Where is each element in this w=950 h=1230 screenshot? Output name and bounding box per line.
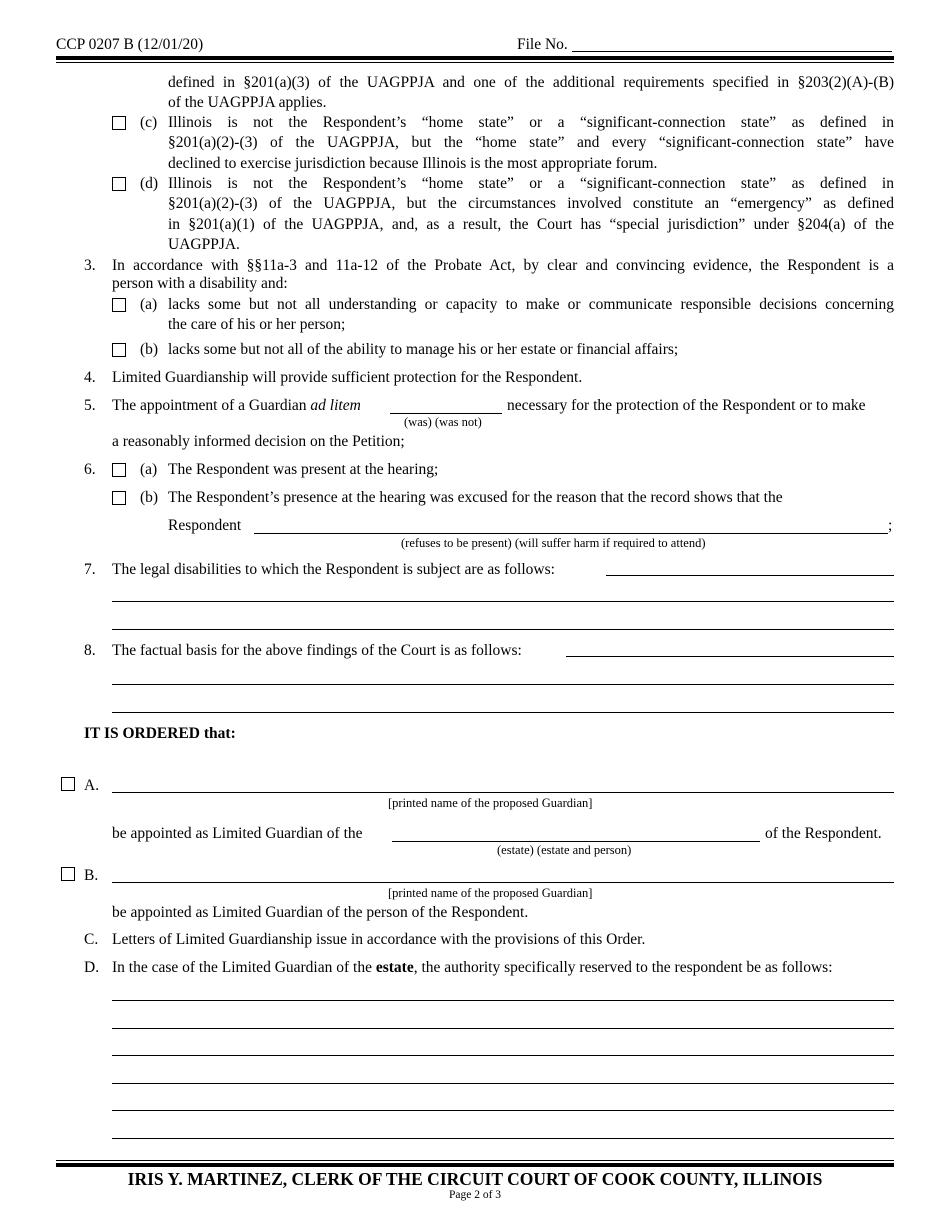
item3-line2: person with a disability and: [112, 275, 288, 292]
order-d-pre: In the case of the Limited Guardian of the [112, 959, 376, 976]
ordered-heading: IT IS ORDERED that: [84, 725, 236, 742]
disabilities-field-1[interactable] [606, 575, 894, 576]
continuation-line1: defined in §201(a)(3) of the UAGPPJA and one of the additional requirements specified in §203(2)(A)-(B) [168, 74, 894, 91]
item-d-line2: §201(a)(2)-(3) of the UAGPPJA, but the circumstances involved constitute an “emergency” as defined [168, 195, 894, 212]
factual-basis-field-1[interactable] [566, 656, 894, 657]
checkbox-item6-b[interactable] [112, 491, 126, 505]
factual-basis-field-2[interactable] [112, 684, 894, 685]
reserved-authority-field-4[interactable] [112, 1083, 894, 1084]
item6-b-text: The Respondent’s presence at the hearing was excused for the reason that the record shows that the [168, 489, 783, 506]
absence-reason-caption: (refuses to be present) (will suffer harm if required to attend) [401, 536, 706, 550]
reserved-authority-field-5[interactable] [112, 1110, 894, 1111]
item-c-line2: §201(a)(2)-(3) of the UAGPPJA, but the “home state” and every “significant-connection state” have [168, 134, 894, 151]
was-wasnot-caption: (was) (was not) [404, 415, 482, 429]
item4-text: Limited Guardianship will provide sufficient protection for the Respondent. [112, 369, 583, 386]
disabilities-field-3[interactable] [112, 629, 894, 630]
item5-post: necessary for the protection of the Respondent or to make [507, 397, 866, 414]
footer-thin-rule [56, 1160, 894, 1161]
order-c-text: Letters of Limited Guardianship issue in accordance with the provisions of this Order. [112, 931, 646, 948]
footer-thick-rule [56, 1163, 894, 1167]
footer-clerk: IRIS Y. MARTINEZ, CLERK OF THE CIRCUIT COURT OF COOK COUNTY, ILLINOIS [127, 1169, 823, 1189]
item-c-letter: (c) [140, 114, 158, 131]
item-d-line3: in §201(a)(1) of the UAGPPJA, and, as a result, the Court has “special jurisdiction” under §204(a) of the [168, 216, 894, 233]
item3-b-letter: (b) [140, 341, 159, 358]
item5-text [112, 396, 361, 416]
order-d-text [112, 958, 833, 978]
reserved-authority-field-2[interactable] [112, 1028, 894, 1029]
reserved-authority-field-3[interactable] [112, 1055, 894, 1056]
item7-number: 7. [84, 561, 96, 578]
order-d-letter: D. [84, 959, 100, 976]
checkbox-item3-a[interactable] [112, 298, 126, 312]
form-id: CCP 0207 B (12/01/20) [56, 36, 204, 53]
item-d-letter: (d) [140, 175, 159, 192]
order-a-text-post: of the Respondent. [765, 825, 882, 842]
checkbox-item3-b[interactable] [112, 343, 126, 357]
guardian-name-a-caption: [printed name of the proposed Guardian] [388, 796, 593, 810]
item4-number: 4. [84, 369, 96, 386]
disabilities-field-2[interactable] [112, 601, 894, 602]
file-no-label: File No. [517, 36, 568, 53]
footer-page-number: Page 2 of 3 [448, 1189, 502, 1201]
header-thin-rule [56, 62, 894, 63]
checkbox-item-d[interactable] [112, 177, 126, 191]
estate-type-caption: (estate) (estate and person) [497, 843, 632, 857]
absence-reason-field[interactable] [254, 533, 888, 534]
item-d-line1: Illinois is not the Respondent’s “home state” or a “significant-connection state” as defined in [168, 175, 894, 192]
item-d-line4: UAGPPJA. [168, 236, 240, 253]
checkbox-order-a[interactable] [61, 777, 75, 791]
item6-a-text: The Respondent was present at the hearing; [168, 461, 439, 478]
order-c-letter: C. [84, 931, 99, 948]
item-c-line3: declined to exercise jurisdiction because Illinois is the most appropriate forum. [168, 155, 658, 172]
header-thick-rule [56, 56, 894, 60]
guardian-name-a-field[interactable] [112, 792, 894, 793]
item5-pre: The appointment of a Guardian [112, 397, 311, 414]
item7-text: The legal disabilities to which the Respondent is subject are as follows: [112, 561, 555, 578]
item-c-line1: Illinois is not the Respondent’s “home state” or a “significant-connection state” as defined in [168, 114, 894, 131]
checkbox-order-b[interactable] [61, 867, 75, 881]
item3-a-line1: lacks some but not all understanding or capacity to make or communicate responsible decisions concerning [168, 296, 894, 313]
file-no-field[interactable] [572, 51, 892, 52]
guardian-name-b-caption: [printed name of the proposed Guardian] [388, 886, 593, 900]
item6-b-letter: (b) [140, 489, 159, 506]
continuation-line2: of the UAGPPJA applies. [168, 94, 327, 111]
guardian-name-b-field[interactable] [112, 882, 894, 883]
item6-b-respondent: Respondent [168, 517, 242, 534]
order-d-post: , the authority specifically reserved to the respondent be as follows: [413, 959, 833, 976]
item5-number: 5. [84, 397, 96, 414]
item5-italic: ad litem [310, 397, 361, 414]
item6-number: 6. [84, 461, 96, 478]
order-b-text: be appointed as Limited Guardian of the person of the Respondent. [112, 904, 529, 921]
order-a-text-pre: be appointed as Limited Guardian of the [112, 825, 363, 842]
item8-text: The factual basis for the above findings of the Court is as follows: [112, 642, 522, 659]
checkbox-item-c[interactable] [112, 116, 126, 130]
item3-a-letter: (a) [140, 296, 158, 313]
reserved-authority-field-1[interactable] [112, 1000, 894, 1001]
was-wasnot-field[interactable] [390, 413, 502, 414]
item3-a-line2: the care of his or her person; [168, 316, 346, 333]
reserved-authority-field-6[interactable] [112, 1138, 894, 1139]
item3-b-text: lacks some but not all of the ability to manage his or her estate or financial affairs; [168, 341, 679, 358]
item3-line1: In accordance with §§11a-3 and 11a-12 of the Probate Act, by clear and convincing evidence, the Respondent is a [112, 257, 894, 274]
order-d-bold: estate [375, 959, 414, 976]
order-a-letter: A. [84, 777, 100, 794]
item6-a-letter: (a) [140, 461, 158, 478]
item8-number: 8. [84, 642, 96, 659]
estate-type-field[interactable] [392, 841, 760, 842]
factual-basis-field-3[interactable] [112, 712, 894, 713]
checkbox-item6-a[interactable] [112, 463, 126, 477]
item6-b-end: ; [888, 517, 893, 534]
item3-number: 3. [84, 257, 96, 274]
item5-line2: a reasonably informed decision on the Petition; [112, 433, 405, 450]
order-b-letter: B. [84, 867, 99, 884]
